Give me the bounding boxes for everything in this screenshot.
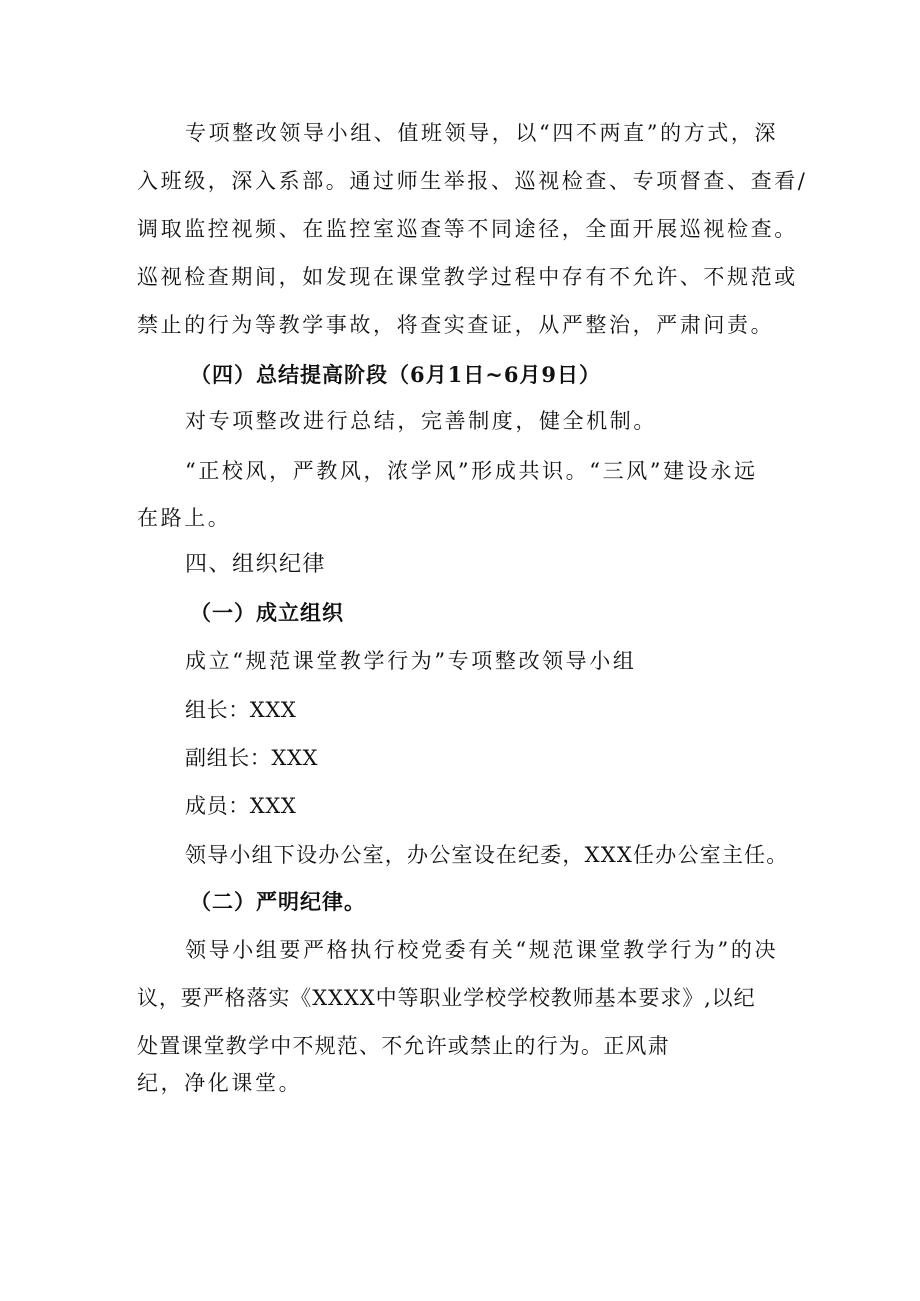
subsection-heading: （二）严明纪律。 — [190, 889, 366, 914]
paragraph-line: 禁止的行为等教学事故，将查实查证，从严整治，严肃问责。 — [137, 313, 775, 337]
paragraph-line: 巡视检查期间，如发现在课堂教学过程中存有不允许、不规范或 — [137, 265, 798, 289]
stage-heading: （四）总结提高阶段（6月1日~6月9日） — [190, 362, 602, 387]
paragraph-line: “正校风，严教风，浓学风”形成共识。“三风”建设永远 — [185, 459, 758, 483]
members-line: 成员：XXX — [185, 794, 297, 818]
paragraph-line: 领导小组下设办公室，办公室设在纪委，XXX任办公室主任。 — [185, 843, 789, 867]
paragraph-line: 对专项整改进行总结，完善制度，健全机制。 — [185, 409, 657, 433]
paragraph-line: 议，要严格落实《XXXX中等职业学校学校教师基本要求》,以纪 — [137, 986, 756, 1010]
subsection-heading: （一）成立组织 — [190, 600, 344, 625]
paragraph-line: 调取监控视频、在监控室巡查等不同途径，全面开展巡视检查。 — [137, 217, 798, 241]
paragraph-line: 处置课堂教学中不规范、不允许或禁止的行为。正风肃 — [137, 1034, 670, 1058]
leader-line: 组长：XXX — [185, 698, 297, 722]
paragraph-line: 领导小组要严格执行校党委有关“规范课堂教学行为”的决 — [185, 938, 779, 962]
paragraph-line: 成立“规范课堂教学行为”专项整改领导小组 — [185, 649, 637, 673]
vice-leader-line: 副组长：XXX — [185, 746, 319, 770]
paragraph-line: 入班级，深入系部。通过师生举报、巡视检查、专项督查、查看/ — [137, 169, 808, 193]
section-heading: 四、组织纪律 — [185, 552, 327, 577]
paragraph-line: 专项整改领导小组、值班领导，以“四不两直”的方式，深 — [185, 121, 779, 145]
paragraph-line: 纪，净化课堂。 — [137, 1071, 303, 1095]
paragraph-line: 在路上。 — [137, 506, 232, 530]
